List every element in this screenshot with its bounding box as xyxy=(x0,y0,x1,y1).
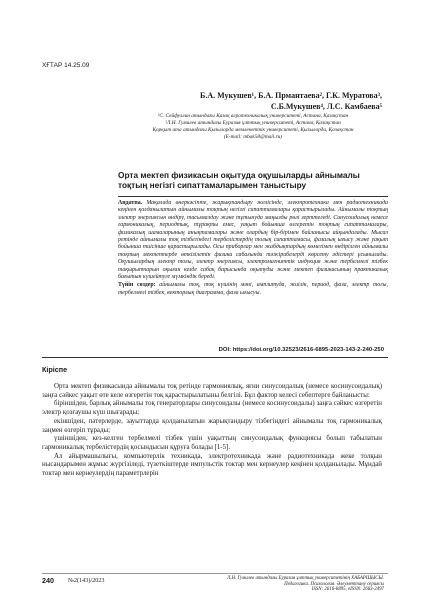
intro-paragraph: екіншіден, пәтерлерде, зауыттарда қолданылатын жарықтандыру тізбегіндегі айнымалы тоқ гармоникалық заңмен өзгеріп тұрады; xyxy=(42,417,382,434)
doi-link[interactable]: DOI: https://doi.org/10.32523/2616-6895-2023-143-2-240-250 xyxy=(218,347,384,353)
journal-series: Педагогика. Психология. Әлеуметтану сериясы xyxy=(284,581,384,587)
intro-heading: Кіріспе xyxy=(42,365,68,374)
section-divider xyxy=(42,357,388,358)
footer-divider xyxy=(42,573,388,574)
abstract-section xyxy=(118,196,388,297)
authors-line-2: С.Б.Мукушев⁴, Л.С. Камбаева⁵ xyxy=(270,102,382,111)
journal-issn: ISSN: 2616-6895, eISSN: 2663-2497 xyxy=(311,587,384,593)
authors-line-1: Б.А. Мукушев¹, Б.А. Прмантаева², Г.К. Муратова³, xyxy=(200,91,382,100)
keywords-text: айнымалы тоқ, тоқ күшінің мәні, амплитуда, жиілік, период, фаза, электр тогы, тербелмелі тізбек, векторлық диаграмма, фаза ығысуы. xyxy=(118,282,388,296)
intro-paragraph: Ал айырмашылығы, компьютерлік техникада, электротехникада және радиотехникада жеке толқын нысандарымен жұмыс жүргізіледі, түзеткіштерде импульстік токтар мен кернеулер кеңінен қолданылады. Мұндай токтар мен кернеулердің параметрлерін xyxy=(42,452,382,478)
affiliation-2: ²Л.Н. Гумилев атындағы Еуразия ұлттық университеті, Астана, Қазақстан xyxy=(165,120,341,126)
keywords-label: Түйін сөздер: xyxy=(118,282,156,289)
intro-paragraph: біріншіден, барлық айнымалы тоқ генераторлары синусоидалы (немесе косинусоидалы) заңға сәйкес өзгеретін электр қозғаушы күш шығарады; xyxy=(42,400,382,417)
page-number: 240 xyxy=(42,576,54,585)
journal-info xyxy=(227,576,384,593)
affiliation-1: ¹С. Сейфуллин атындағы Қазақ агротехникалық университеті, Астана, Қазақстан xyxy=(157,113,349,119)
author-email[interactable]: (E-mail: mbak58@mail.ru) xyxy=(223,134,283,140)
affiliation-3: Қорқыт ата атындағы Қызылорда мемлекеттік университеті, Қызылорда, Қазақстан xyxy=(152,127,354,133)
abstract-label: Аңдатпа. xyxy=(118,200,143,206)
article-code: ХҒТАР 14.25.09 xyxy=(42,62,90,69)
authors xyxy=(200,90,382,112)
abstract-text: Мақалада өнеркәсіпте, жарықтандыру желісінде, электротехника мен радиотехникада кеңінен қолданылатын айнымалы тоқтың негізгі сипаттамалары қарастырылады. Айнымалы тоқтың электр энергиясын өндіру, тасымалдау және тұтынуда маңызды рөлі зерттеледі. Синусоидалық немесе гармоникалық, периодтық, тұрақты емес, уақыт бойынша өзгеретін тоқтың сипаттамалары, физикалық шамаларының анықтамалары және олардың бір-бірімен байланысы айқындалады. Мысал ретінде айнымалы тоқ тізбегіндегі тербелістердің толық сипаттамасы, фазалық ығысу және уақыт бойынша тиісінше қарастырылады. Осы приборлар мен жабдықтардың көмегімен өндірілген айнымалы тоқтың мектептерде өткізілетін физика сабағында тәжірибелерді көрсету әдістері ұсынылады. Оқушылардың электр тоғы, электр энергиясы, электромагниттік индукция және тербелмелі тізбек тақырыптарын оқыған кезде сабақ барысында оқытуды және мектеп физикасының практикалық бағытын күшейтуге мүмкіндік береді. xyxy=(118,200,388,281)
intro-body xyxy=(42,383,382,479)
intro-paragraph: Орта мектеп физикасында айнымалы тоқ ретінде гармониялық, яғни синусоидалық (немесе косинусоидалық) заңға сәйкес уақыт өте келе өзгеретін тоқ қарастырылатыны белгілі. Бұл фактор келесі себептерге байланысты: xyxy=(42,383,382,399)
intro-paragraph: үшіншіден, кез-келген тербелмелі тізбек үшін уақыттың синусоидалық функциясы болып табылатын гармоникалық тербелістердің қосындысын құруға болады [1-5]. xyxy=(42,435,382,451)
affiliations xyxy=(118,113,388,141)
article-title: Орта мектеп физикасын оқытуда оқушыларды айнымалы тоқтың негізгі сипаттамаларымен таныстыру xyxy=(118,170,360,190)
issue-number: №2(143)/2023 xyxy=(68,577,105,584)
journal-name: Л.Н. Гумилев атындағы Еуразия ұлттық университетінің ХАБАРШЫСЫ. xyxy=(226,576,384,581)
